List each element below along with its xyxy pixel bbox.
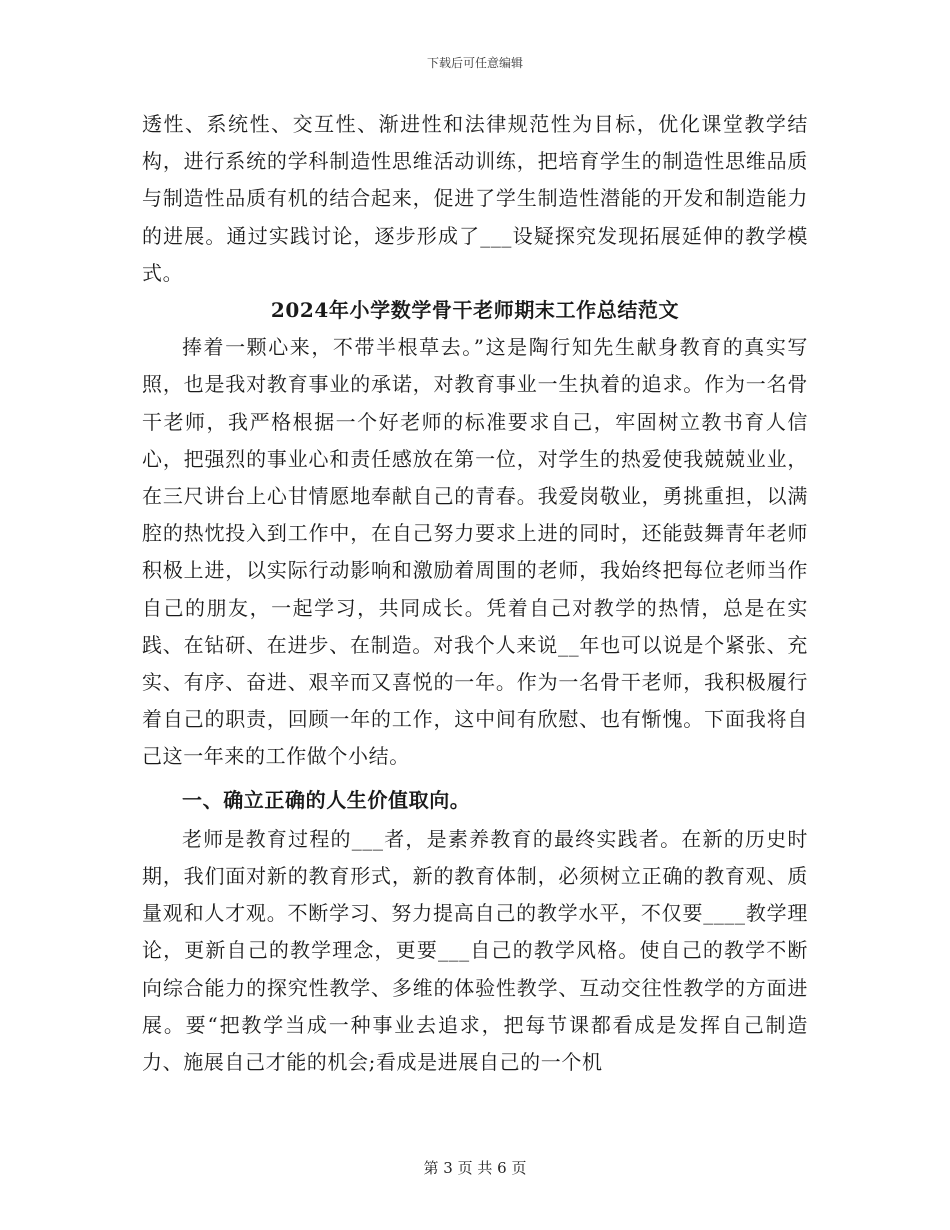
page-number: 第 3 页 共 6 页 [423,1159,527,1177]
section-heading: 一、确立正确的人生价值取向。 [182,787,471,812]
page-header: 下载后可任意编辑 [426,56,523,70]
document-title: 2024年小学数学骨干老师期末工作总结范文 [270,298,680,323]
intro-paragraph: 捧着一颗心来，不带半根草去。”这是陶行知先生献身教育的真实写照，也是我对教育事业的承诺，对教育事业一生执着的追求。作为一名骨干老师，我严格根据一个好老师的标准要求自己，牢固树立教书育人信心，把强烈的事业心和责任感放在第一位，对学生的热爱使我兢兢业业，在三尺讲台上心甘情愿地奉献自己的青春。我爱岗敬业，勇挑重担，以满腔的热忱投入到工作中，在自己努力要求上进的同时，还能鼓舞青年老师积极上进，以实际行动影响和激励着周围的老师，我始终把每位老师当作自己的朋友，一起学习，共同成长。凭着自己对教学的热情，总是在实践、在钻研、在进步、在制造。对我个人来说__年也可以说是个紧张、充实、有序、奋进、艰辛而又喜悦的一年。作为一名骨干老师，我积极履行着自己的职责，回顾一年的工作，这中间有欣慰、也有惭愧。下面我将自己这一年来的工作做个小结。 [142,335,808,769]
continuation-paragraph: 透性、系统性、交互性、渐进性和法律规范性为目标，优化课堂教学结构，进行系统的学科制造性思维活动训练，把培育学生的制造性思维品质与制造性品质有机的结合起来，促进了学生制造性潜能的开发和制造能力的进展。通过实践讨论，逐步形成了___设疑探究发现拓展延伸的教学模式。 [142,112,808,285]
document-body [142,106,808,1081]
section-paragraph: 老师是教育过程的___者，是素养教育的最终实践者。在新的历史时期，我们面对新的教育形式，新的教育体制，必须树立正确的教育观、质量观和人才观。不断学习、努力提高自己的教学水平，不仅要____教学理论，更新自己的教学理念，更要___自己的教学风格。使自己的教学不断向综合能力的探究性教学、多维的体验性教学、互动交往性教学的方面进展。要“把教学当成一种事业去追求，把每节课都看成是发挥自己制造力、施展自己才能的机会;看成是进展自己的一个机 [142,826,808,1075]
